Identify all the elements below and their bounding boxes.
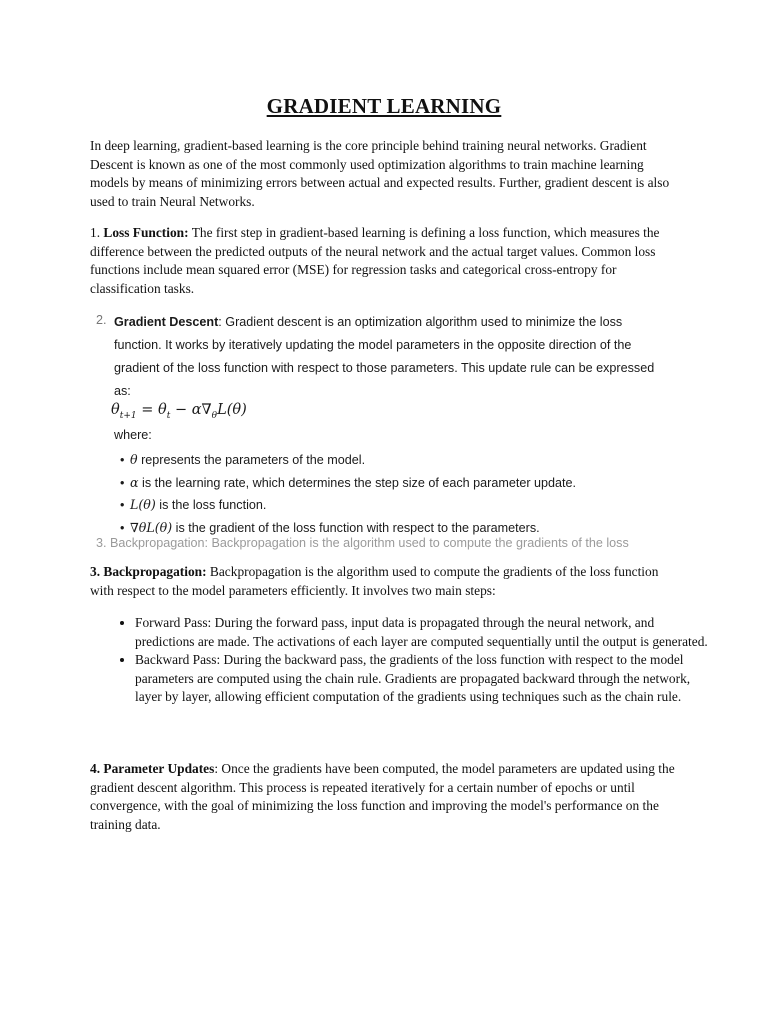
bullet-alpha-text: is the learning rate, which determines the step size of each parameter update. [138, 476, 577, 490]
loss-text: The first step in gradient-based learning is defining a loss function, which measures the difference between the predicted outputs of the neural network and the actual target values. Common loss functions include mean squared error (MSE) for regression tasks and categorical cross-entropy for classification tasks. [90, 225, 660, 296]
gd-heading: Gradient Descent [114, 315, 219, 329]
bullet-theta: • θ represents the parameters of the model. [120, 452, 366, 467]
list-item-backward-pass: • Backward Pass: During the backward pass, the gradients of the loss function with respect to the model parameters are computed using the chain rule. Gradients are propagated backward through the network, layer by layer, allowing efficient computation of the gradients using techniques such as the chain rule. [135, 651, 710, 707]
bullet-gradient-text: is the gradient of the loss function with respect to the parameters. [172, 521, 540, 535]
update-rule-formula: $\theta_{t+1} = \theta_t - \alpha\nabla_\theta L(\theta)$ [111, 402, 247, 421]
intro-paragraph: In deep learning, gradient-based learning is the core principle behind training neural networks. Gradient Descent is known as one of the most commonly used optimization algorithms to train machine learning models by means of minimizing errors between actual and expected results. Further, gradient descent is also used to train Neural Networks. [90, 138, 670, 209]
backpropagation-paragraph [90, 563, 680, 600]
bullet-alpha: • α is the learning rate, which determines the step size of each parameter update. [120, 475, 577, 490]
loss-symbol: L(θ) [130, 497, 156, 512]
bullet-gradient: • ∇θL(θ) is the gradient of the loss function with respect to the parameters. [120, 520, 540, 535]
loss-heading: Loss Function: [103, 225, 189, 240]
gd-line-1 [114, 312, 622, 332]
theta-symbol: θ [130, 452, 138, 467]
parameter-updates-paragraph [90, 760, 680, 834]
backprop-heading: 3. Backpropagation: [90, 564, 207, 579]
loss-function-paragraph [90, 224, 680, 298]
page-title: GRADIENT LEARNING [266, 94, 502, 118]
backprop-text: Backpropagation is the algorithm used to compute the gradients of the loss function with respect to the model parameters efficiently. It involves two main steps: [90, 564, 659, 598]
bullet-loss: • L(θ) is the loss function. [120, 497, 267, 512]
gd-number: 2. [96, 313, 107, 327]
bullet-loss-text: is the loss function. [155, 498, 267, 512]
gd-line-1-text: : Gradient descent is an optimization algorithm used to minimize the loss [218, 315, 623, 329]
bullet-theta-text: represents the parameters of the model. [137, 453, 366, 467]
loss-number: 1. [90, 225, 104, 240]
gd-line-2: function. It works by iteratively updating the model parameters in the opposite direction of the [114, 338, 632, 352]
gd-line-3: gradient of the loss function with respect to those parameters. This update rule can be expressed [114, 361, 655, 375]
param-heading: 4. Parameter Updates [90, 761, 215, 776]
backprop-steps-list [105, 614, 710, 707]
cropped-line-text: 3. Backpropagation: Backpropagation is the algorithm used to compute the gradients of the loss [96, 536, 629, 550]
cropped-next-line [96, 536, 686, 550]
gradient-descent-screenshot [96, 309, 686, 549]
alpha-symbol: α [130, 475, 139, 490]
param-text: : Once the gradients have been computed, the model parameters are updated using the gradient descent algorithm. This process is repeated iteratively for a certain number of epochs or until convergence, with the goal of minimizing the loss function and improving the model's performance on the training data. [90, 761, 675, 832]
where-label: where: [114, 428, 152, 442]
gradient-symbol: ∇θL(θ) [130, 520, 173, 535]
list-item-forward-pass: • Forward Pass: During the forward pass, input data is propagated through the neural network, and predictions are made. The activations of each layer are computed sequentially until the output is generated. [135, 614, 710, 651]
gd-line-4: as: [114, 384, 131, 398]
